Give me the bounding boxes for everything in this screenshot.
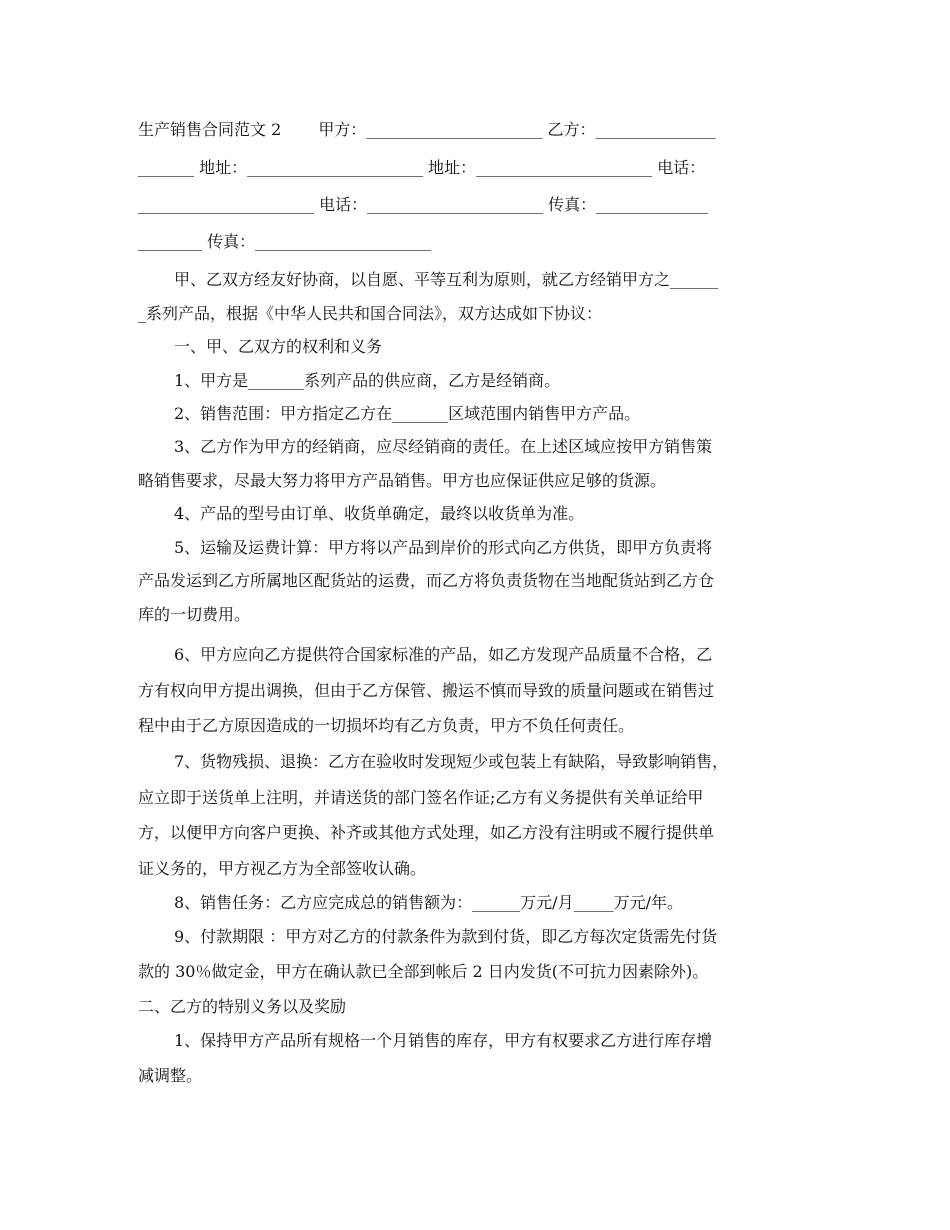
clause-1-9-line-2: 款的 30％做定金，甲方在确认款已全部到帐后 2 日内发货(不可抗力因素除外)。: [138, 962, 709, 981]
clause-1-3-line-2: 略销售要求，尽最大努力将甲方产品销售。甲方也应保证供应足够的货源。: [138, 471, 667, 490]
clause-1-6-line-2: 方有权向甲方提出调换，但由于乙方保管、搬运不慎而导致的质量问题或在销售过: [138, 681, 715, 700]
preamble-line-2: _系列产品，根据《中华人民共和国合同法》，双方达成如下协议：: [138, 304, 603, 323]
fax-line: ________ 传真：______________________: [138, 232, 432, 251]
clause-1-7-line-2: 应立即于送货单上注明，并请送货的部门签名作证;乙方有义务提供有关单证给甲: [138, 788, 704, 807]
clause-1-1: 1、甲方是_______系列产品的供应商，乙方是经销商。: [174, 371, 561, 390]
clause-1-5-line-1: 5、运输及运费计算：甲方将以产品到岸价的形式向乙方供货，即甲方负责将: [174, 538, 713, 557]
clause-2-1-line-2: 减调整。: [138, 1066, 203, 1085]
section-1-heading: 一、甲、乙双方的权利和义务: [174, 337, 383, 356]
clause-1-5-line-2: 产品发运到乙方所属地区配货站的运费，而乙方将负责货物在当地配货站到乙方仓: [138, 571, 715, 590]
clause-1-5-line-3: 库的一切费用。: [138, 605, 251, 624]
preamble-line-1: 甲、乙双方经友好协商，以自愿、平等互利为原则，就乙方经销甲方之______: [174, 270, 719, 289]
phone-line: ______________________ 电话：______________________ 传真：______________: [138, 195, 709, 214]
address-line: _______ 地址：______________________ 地址：______________________ 电话：: [138, 158, 706, 177]
clause-1-6-line-1: 6、甲方应向乙方提供符合国家标准的产品，如乙方发现产品质量不合格，乙: [174, 645, 713, 664]
clause-1-6-line-3: 程中由于乙方原因造成的一切损坏均有乙方负责，甲方不负任何责任。: [138, 716, 635, 735]
section-2-heading: 二、乙方的特别义务以及奖励: [138, 997, 347, 1016]
clause-2-1-line-1: 1、保持甲方产品所有规格一个月销售的库存，甲方有权要求乙方进行库存增: [174, 1031, 713, 1050]
clause-1-2: 2、销售范围：甲方指定乙方在_______区域范围内销售甲方产品。: [174, 404, 641, 423]
clause-1-3-line-1: 3、乙方作为甲方的经销商，应尽经销商的责任。在上述区域应按甲方销售策: [174, 437, 713, 456]
clause-1-7-line-1: 7、货物残损、退换：乙方在验收时发现短少或包装上有缺陷，导致影响销售，: [174, 752, 729, 771]
clause-1-7-line-4: 证义务的，甲方视乙方为全部签收认确。: [138, 859, 427, 878]
header-parties-line: 生产销售合同范文 2 甲方：______________________ 乙方：_______________: [138, 120, 716, 139]
clause-1-7-line-3: 方，以便甲方向客户更换、补齐或其他方式处理，如乙方没有注明或不履行提供单: [138, 823, 715, 842]
clause-1-8: 8、销售任务：乙方应完成总的销售额为：______万元/月_____万元/年。: [174, 893, 683, 912]
clause-1-4: 4、产品的型号由订单、收货单确定，最终以收货单为准。: [174, 504, 585, 523]
clause-1-9-line-1: 9、付款期限 ：甲方对乙方的付款条件为款到付货，即乙方每次定货需先付货: [174, 927, 718, 946]
